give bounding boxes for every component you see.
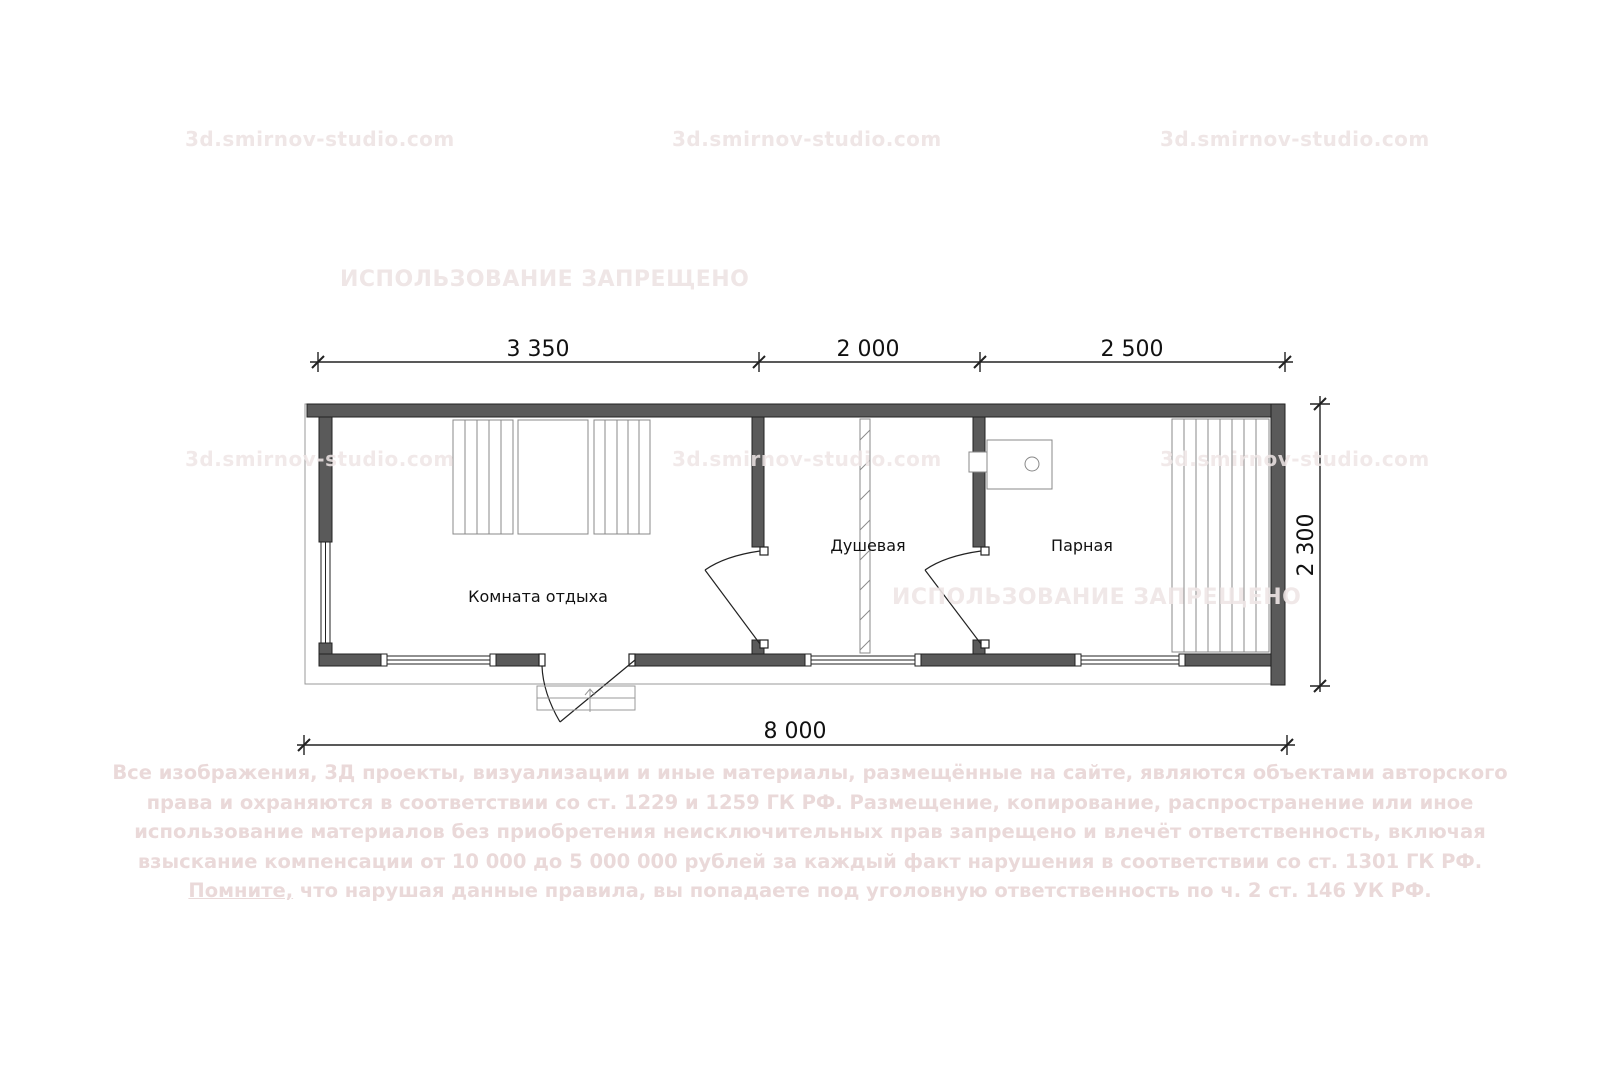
watermark-ban-1: ИСПОЛЬЗОВАНИЕ ЗАПРЕЩЕНО bbox=[340, 267, 750, 292]
copyright-notice bbox=[60, 758, 1560, 906]
watermark-url-5: 3d.smirnov-studio.com bbox=[672, 447, 942, 471]
door-swings bbox=[542, 551, 981, 722]
room-label-lounge: Комната отдыха bbox=[468, 587, 608, 606]
notice-line-5-text: что нарушая данные правила, вы попадаете под уголовную ответственность по ч. 2 ст. 146 УК РФ. bbox=[293, 879, 1432, 902]
notice-line-4: взыскание компенсации от 10 000 до 5 000 000 рублей за каждый факт нарушения в соответствии со ст. 1301 ГК РФ. bbox=[137, 849, 1483, 873]
notice-line-1: Все изображения, 3Д проекты, визуализации и иные материалы, размещённые на сайте, являются объектами авторского bbox=[112, 761, 1508, 784]
dimension-2500: 2 500 bbox=[1100, 337, 1164, 362]
dimension-2300: 2 300 bbox=[1294, 513, 1319, 577]
notice-remember-link[interactable]: Помните, bbox=[188, 879, 294, 902]
building-outline bbox=[305, 404, 1285, 684]
room-label-shower: Душевая bbox=[830, 536, 906, 555]
lounge-furniture bbox=[453, 420, 650, 534]
watermark-ban-2: ИСПОЛЬЗОВАНИЕ ЗАПРЕЩЕНО bbox=[892, 585, 1302, 610]
watermark-url-1: 3d.smirnov-studio.com bbox=[185, 127, 455, 151]
entrance-step bbox=[537, 686, 635, 712]
watermark-url-6: 3d.smirnov-studio.com bbox=[1160, 447, 1430, 471]
notice-line-3: использование материалов без приобретения неисключительных прав запрещено и влечёт ответственность, включая bbox=[134, 820, 1486, 843]
notice-line-2: права и охраняются в соответствии со ст. 1229 и 1259 ГК РФ. Размещение, копирование, распространение или иное bbox=[146, 790, 1474, 814]
dimension-2000: 2 000 bbox=[836, 337, 900, 362]
watermark-url-2: 3d.smirnov-studio.com bbox=[672, 127, 942, 151]
watermark-url-4: 3d.smirnov-studio.com bbox=[185, 447, 455, 471]
dimension-8000: 8 000 bbox=[763, 719, 827, 744]
notice-line-5 bbox=[60, 876, 1560, 906]
watermark-url-3: 3d.smirnov-studio.com bbox=[1160, 127, 1430, 151]
room-label-steam: Парная bbox=[1051, 536, 1113, 555]
dimension-3350: 3 350 bbox=[506, 337, 570, 362]
